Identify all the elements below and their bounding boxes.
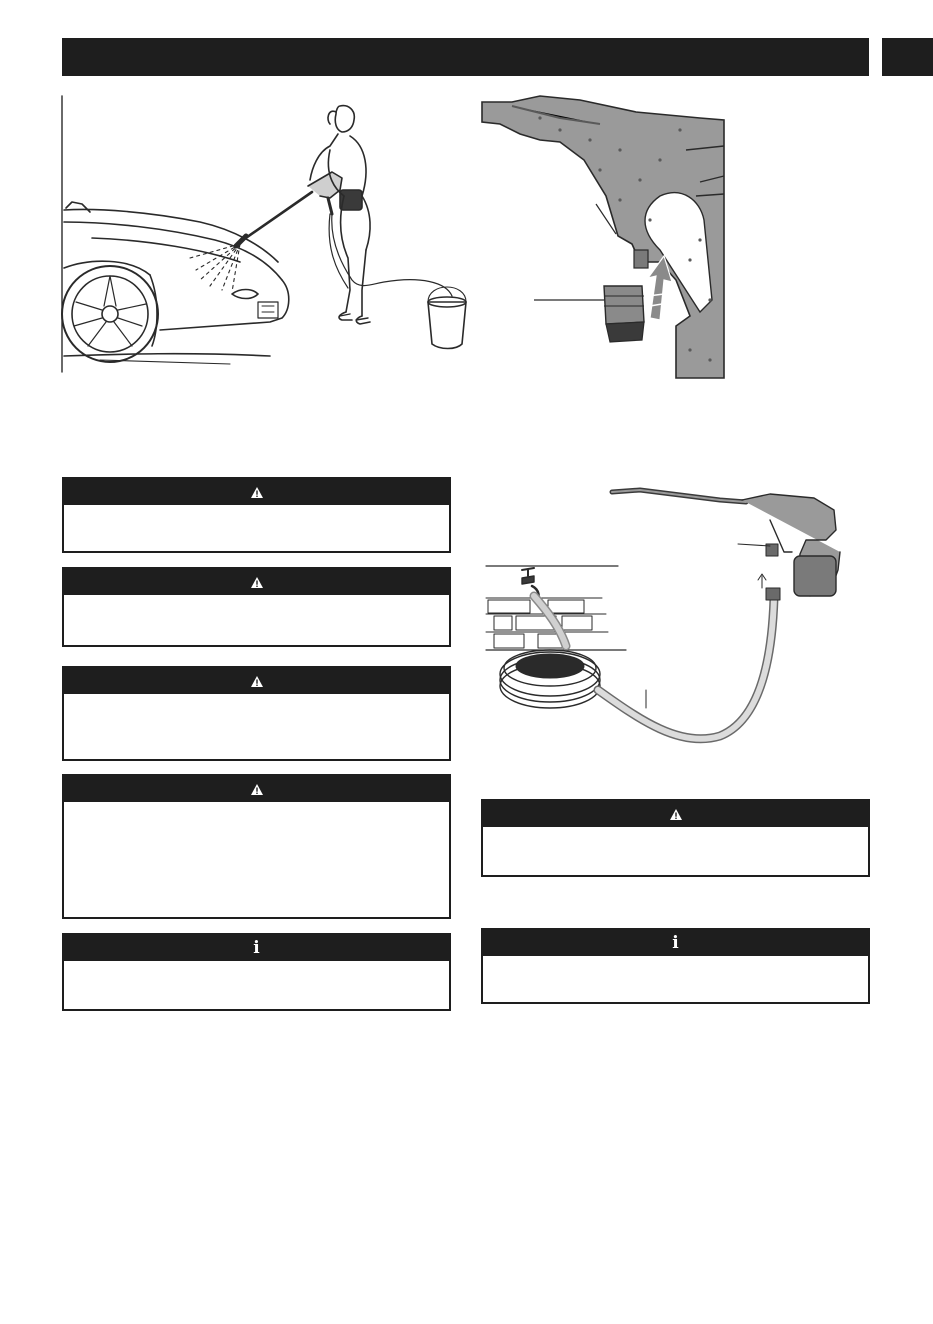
info-box-2 [481, 928, 870, 1004]
warning-box-header [64, 776, 449, 802]
warning-box-header [483, 801, 868, 827]
warning-triangle-icon [250, 486, 264, 499]
warning-box-3 [62, 666, 451, 761]
warning-box-1 [62, 477, 451, 553]
info-box-header [483, 930, 868, 956]
warning-box-header [64, 479, 449, 505]
warning-triangle-icon [250, 576, 264, 589]
warning-triangle-icon [250, 783, 264, 796]
car-washing-illustration [62, 96, 466, 372]
warning-triangle-icon [669, 808, 683, 821]
garden-hose-connection-illustration [486, 490, 840, 739]
warning-triangle-icon [250, 675, 264, 688]
warning-box-5 [481, 799, 870, 877]
info-box-header [64, 935, 449, 961]
warning-box-header [64, 668, 449, 694]
info-icon: i [253, 937, 260, 958]
warning-box-2 [62, 567, 451, 647]
info-icon: i [672, 932, 679, 953]
warning-box-4 [62, 774, 451, 919]
info-box-1 [62, 933, 451, 1011]
quick-connector-attachment-illustration [482, 96, 724, 378]
warning-box-header [64, 569, 449, 595]
